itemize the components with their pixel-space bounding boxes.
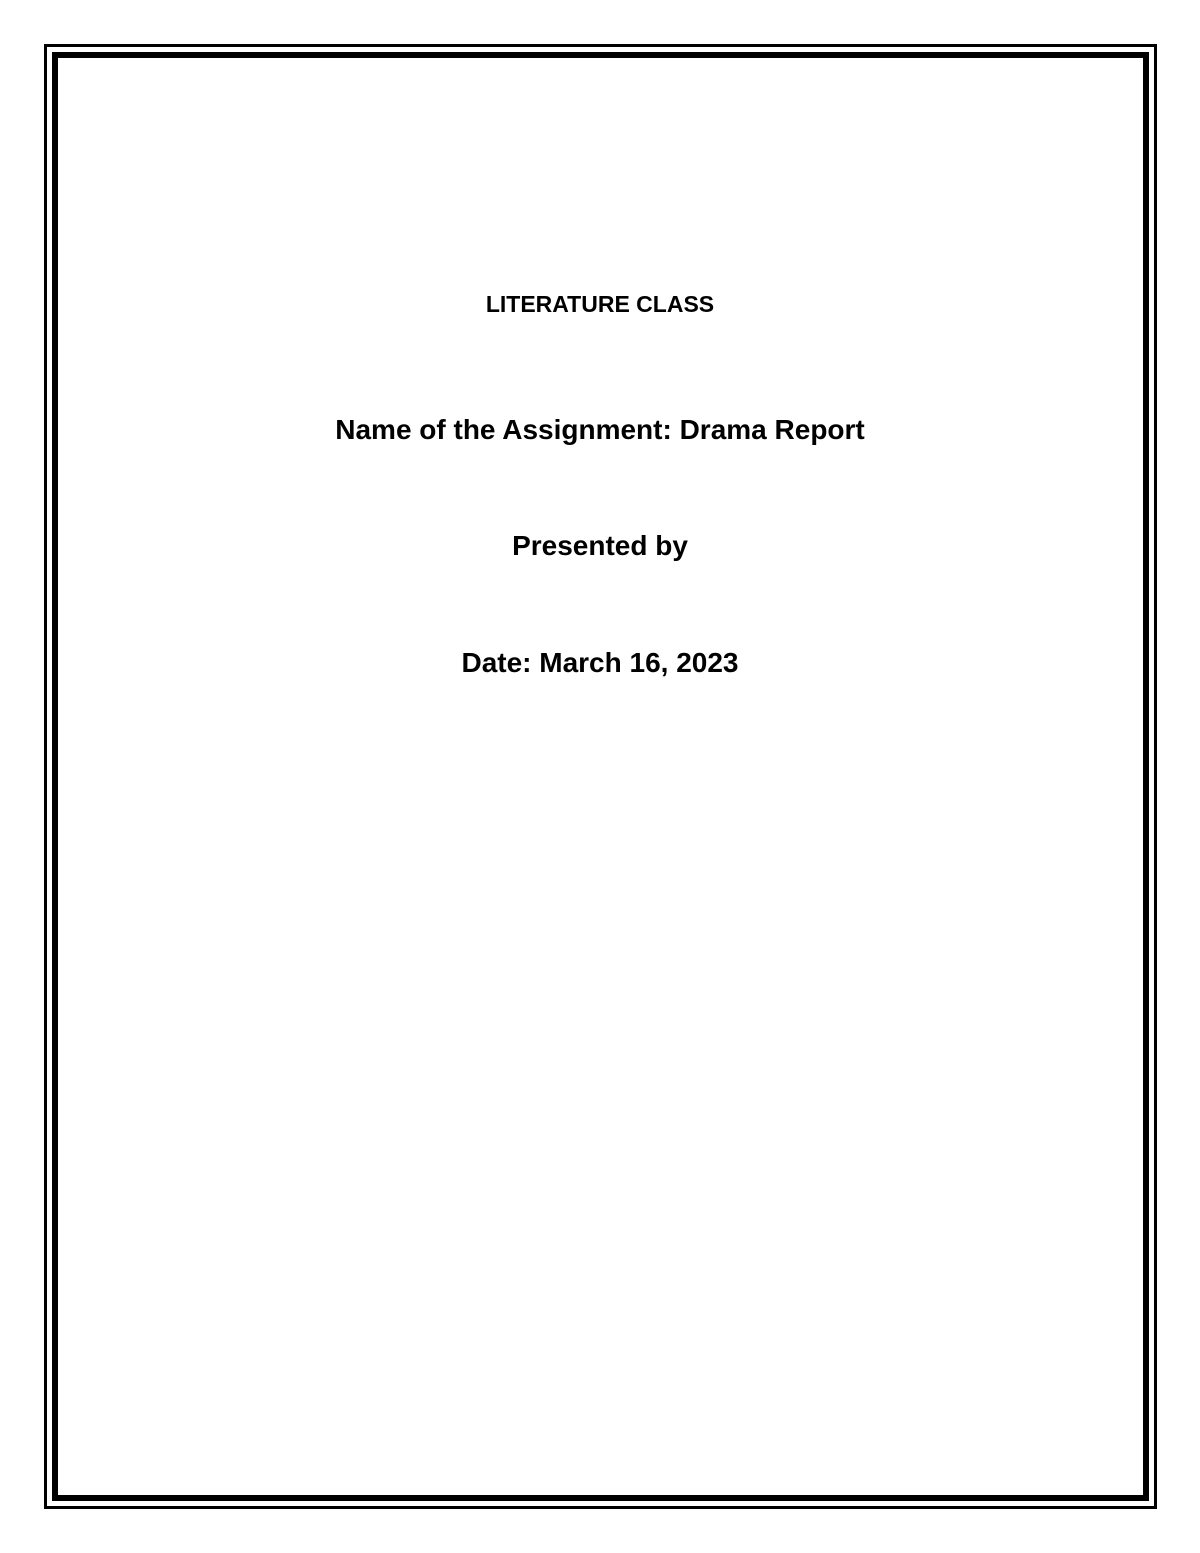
presenter-line: Presented by bbox=[512, 530, 688, 561]
date-line: Date: March 16, 2023 bbox=[461, 647, 739, 678]
assignment-name: Name of the Assignment: Drama Report bbox=[335, 414, 865, 445]
course-title: LITERATURE CLASS bbox=[485, 291, 715, 317]
page-border-inner bbox=[52, 52, 1149, 1501]
